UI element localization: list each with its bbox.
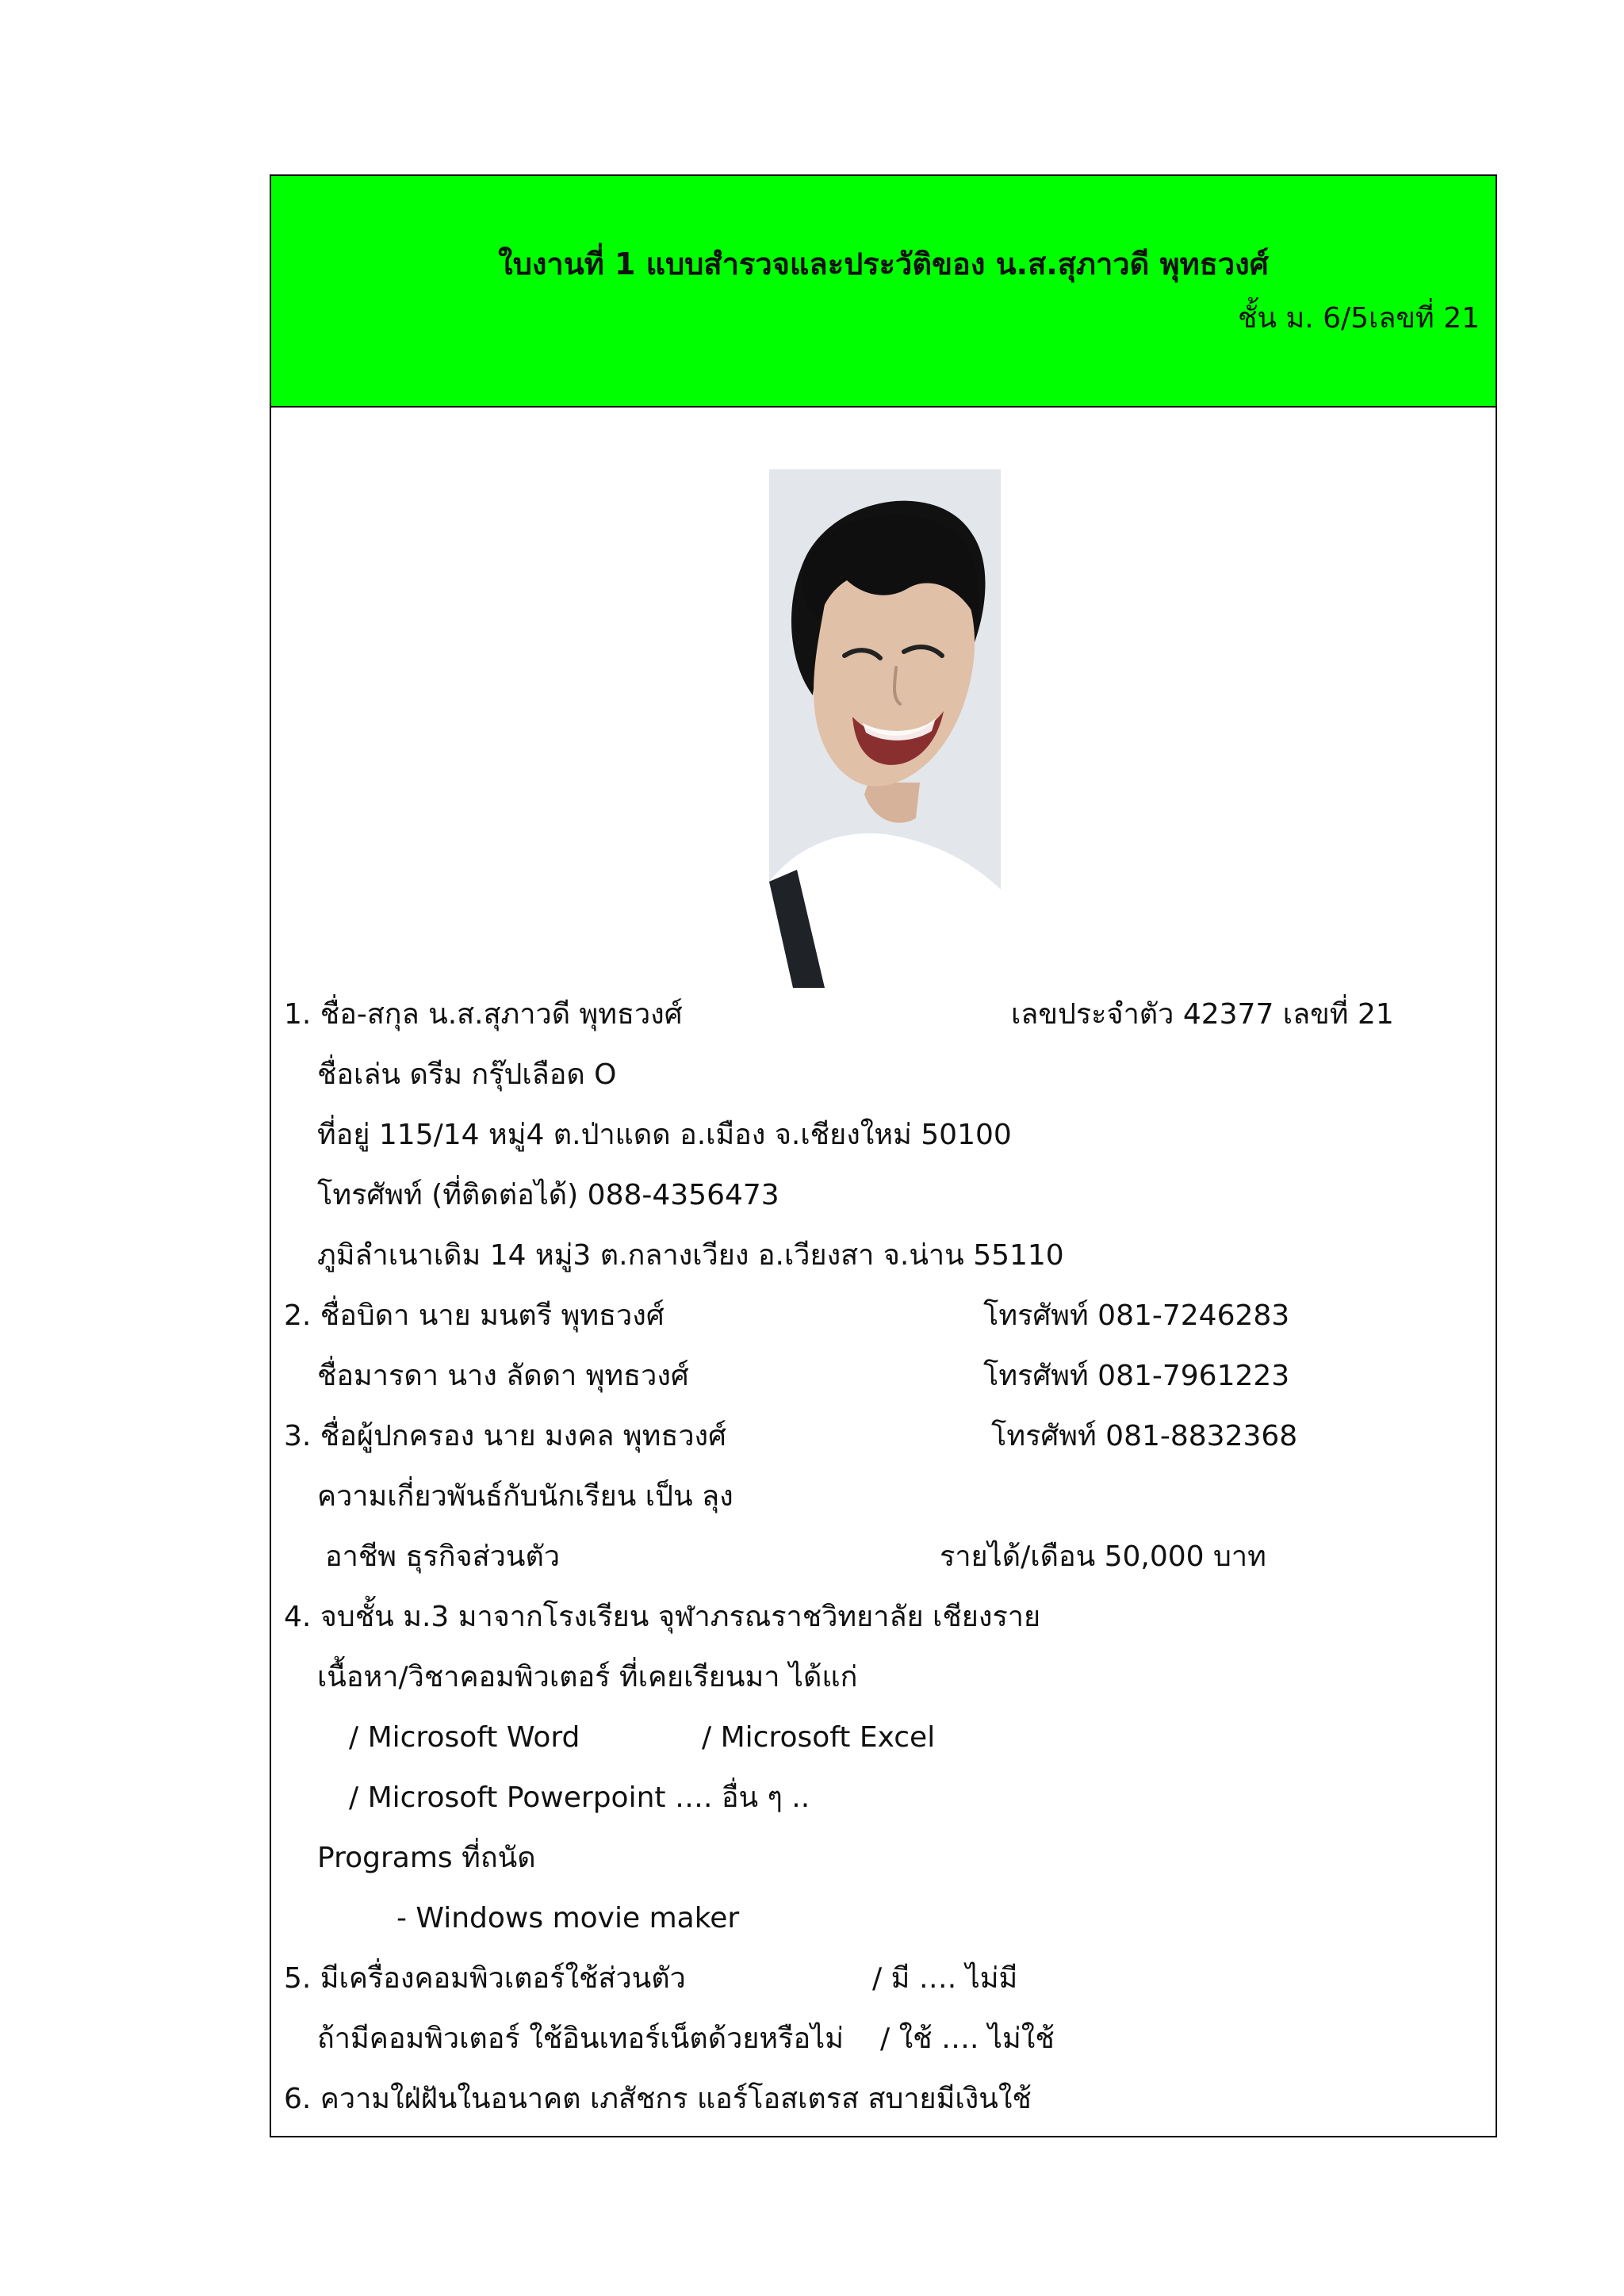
line-17-right: / มี …. ไม่มี [872, 1962, 1018, 1995]
line-6-right: โทรศัพท์ 081-7246283 [983, 1299, 1290, 1332]
line-8-right: โทรศัพท์ 081-8832368 [991, 1420, 1298, 1452]
line-8: 3. ชื่อผู้ปกครอง นาย มงคล พุทธวงศ์ [284, 1420, 726, 1452]
line-16: - Windows movie maker [396, 1902, 740, 1934]
portrait-illustration [769, 469, 1001, 988]
line-3: ที่อยู่ 115/14 หมู่4 ต.ป่าแดด อ.เมือง จ.เชียงใหม่ 50100 [317, 1119, 1012, 1151]
worksheet-title: ใบงานที่ 1 แบบสำรวจและประวัติของ น.ส.สุภาวดี พุทธวงศ์ [498, 247, 1269, 281]
line-19: 6. ความใฝ่ฝันในอนาคต เภสัชกร แอร์โอสเตรส สบายมีเงินใช้ [284, 2083, 1032, 2115]
line-9: ความเกี่ยวพันธ์กับนักเรียน เป็น ลุง [317, 1480, 733, 1513]
line-13-right: / Microsoft Excel [702, 1721, 936, 1754]
line-5: ภูมิลำเนาเดิม 14 หมู่3 ต.กลางเวียง อ.เวียงสา จ.น่าน 55110 [317, 1239, 1064, 1272]
line-12: เนื้อหา/วิชาคอมพิวเตอร์ ที่เคยเรียนมา ได้แก่ [317, 1661, 858, 1693]
line-14: / Microsoft Powerpoint …. อื่น ๆ .. [349, 1781, 810, 1814]
line-13: / Microsoft Word [349, 1721, 580, 1754]
student-photo [769, 469, 1001, 988]
line-17: 5. มีเครื่องคอมพิวเตอร์ใช้ส่วนตัว [284, 1962, 686, 1995]
line-1-right: เลขประจำตัว 42377 เลขที่ 21 [1011, 998, 1394, 1031]
line-4: โทรศัพท์ (ที่ติดต่อได้) 088-4356473 [317, 1179, 779, 1211]
line-10-right: รายได้/เดือน 50,000 บาท [940, 1540, 1266, 1573]
line-18-right: / ใช้ …. ไม่ใช้ [880, 2022, 1055, 2055]
line-7-right: โทรศัพท์ 081-7961223 [983, 1360, 1290, 1392]
line-6: 2. ชื่อบิดา นาย มนตรี พุทธวงศ์ [284, 1299, 665, 1332]
line-15: Programs ที่ถนัด [317, 1842, 536, 1874]
header-band [271, 176, 1496, 408]
line-1: 1. ชื่อ-สกุล น.ส.สุภาวดี พุทธวงศ์ [284, 998, 683, 1031]
line-2: ชื่อเล่น ดรีม กรุ๊ปเลือด O [317, 1058, 617, 1091]
line-18: ถ้ามีคอมพิวเตอร์ ใช้อินเทอร์เน็ตด้วยหรือไม่ [317, 2022, 844, 2055]
class-info: ชั้น ม. 6/5เลขที่ 21 [1238, 302, 1480, 335]
line-10: อาชีพ ธุรกิจส่วนตัว [325, 1540, 561, 1573]
line-11: 4. จบชั้น ม.3 มาจากโรงเรียน จุฬาภรณราชวิทยาลัย เชียงราย [284, 1601, 1041, 1633]
line-7: ชื่อมารดา นาง ลัดดา พุทธวงศ์ [317, 1360, 689, 1392]
